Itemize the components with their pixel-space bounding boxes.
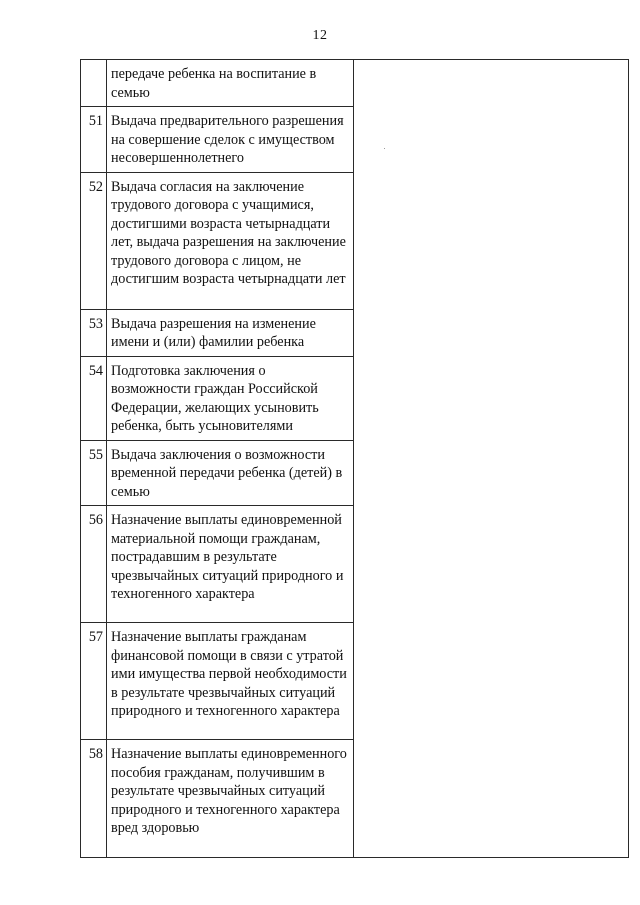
service-name: Назначение выплаты единовременной материальной помощи гражданам, пострадавшим в результате чрезвычайных ситуаций природного и техногенного характера (107, 506, 354, 623)
row-number: 57 (81, 623, 107, 740)
table-row (81, 60, 629, 107)
service-name: Подготовка заключения о возможности граждан Российской Федерации, желающих усыновить ребенка, быть усыновителями (107, 356, 354, 440)
service-name: Назначение выплаты гражданам финансовой помощи в связи с утратой ими имущества первой необходимости в результате чрезвычайных ситуаций природного и техногенного характера (107, 623, 354, 740)
service-name: Выдача согласия на заключение трудового договора с учащимися, достигшими возраста четырнадцати лет, выдача разрешения на заключение трудового договора с лицом, не достигшим возраста четырнадцати лет (107, 172, 354, 309)
row-number: 56 (81, 506, 107, 623)
row-number: 55 (81, 440, 107, 506)
page-number: 12 (312, 28, 328, 43)
row-number (81, 60, 107, 107)
scan-speck (384, 148, 385, 149)
service-name: Выдача разрешения на изменение имени и (или) фамилии ребенка (107, 309, 354, 356)
row-number: 52 (81, 172, 107, 309)
row-number: 54 (81, 356, 107, 440)
right-column-cell (354, 60, 629, 858)
row-number: 58 (81, 740, 107, 858)
row-number: 53 (81, 309, 107, 356)
service-name: передаче ребенка на воспитание в семью (107, 60, 354, 107)
service-name: Назначение выплаты единовременного пособия гражданам, получившим в результате чрезвычайных ситуаций природного и техногенного характера вред здоровью (107, 740, 354, 858)
service-name: Выдача предварительного разрешения на совершение сделок с имуществом несовершеннолетнего (107, 107, 354, 173)
services-table (80, 59, 629, 858)
row-number: 51 (81, 107, 107, 173)
service-name: Выдача заключения о возможности временной передачи ребенка (детей) в семью (107, 440, 354, 506)
